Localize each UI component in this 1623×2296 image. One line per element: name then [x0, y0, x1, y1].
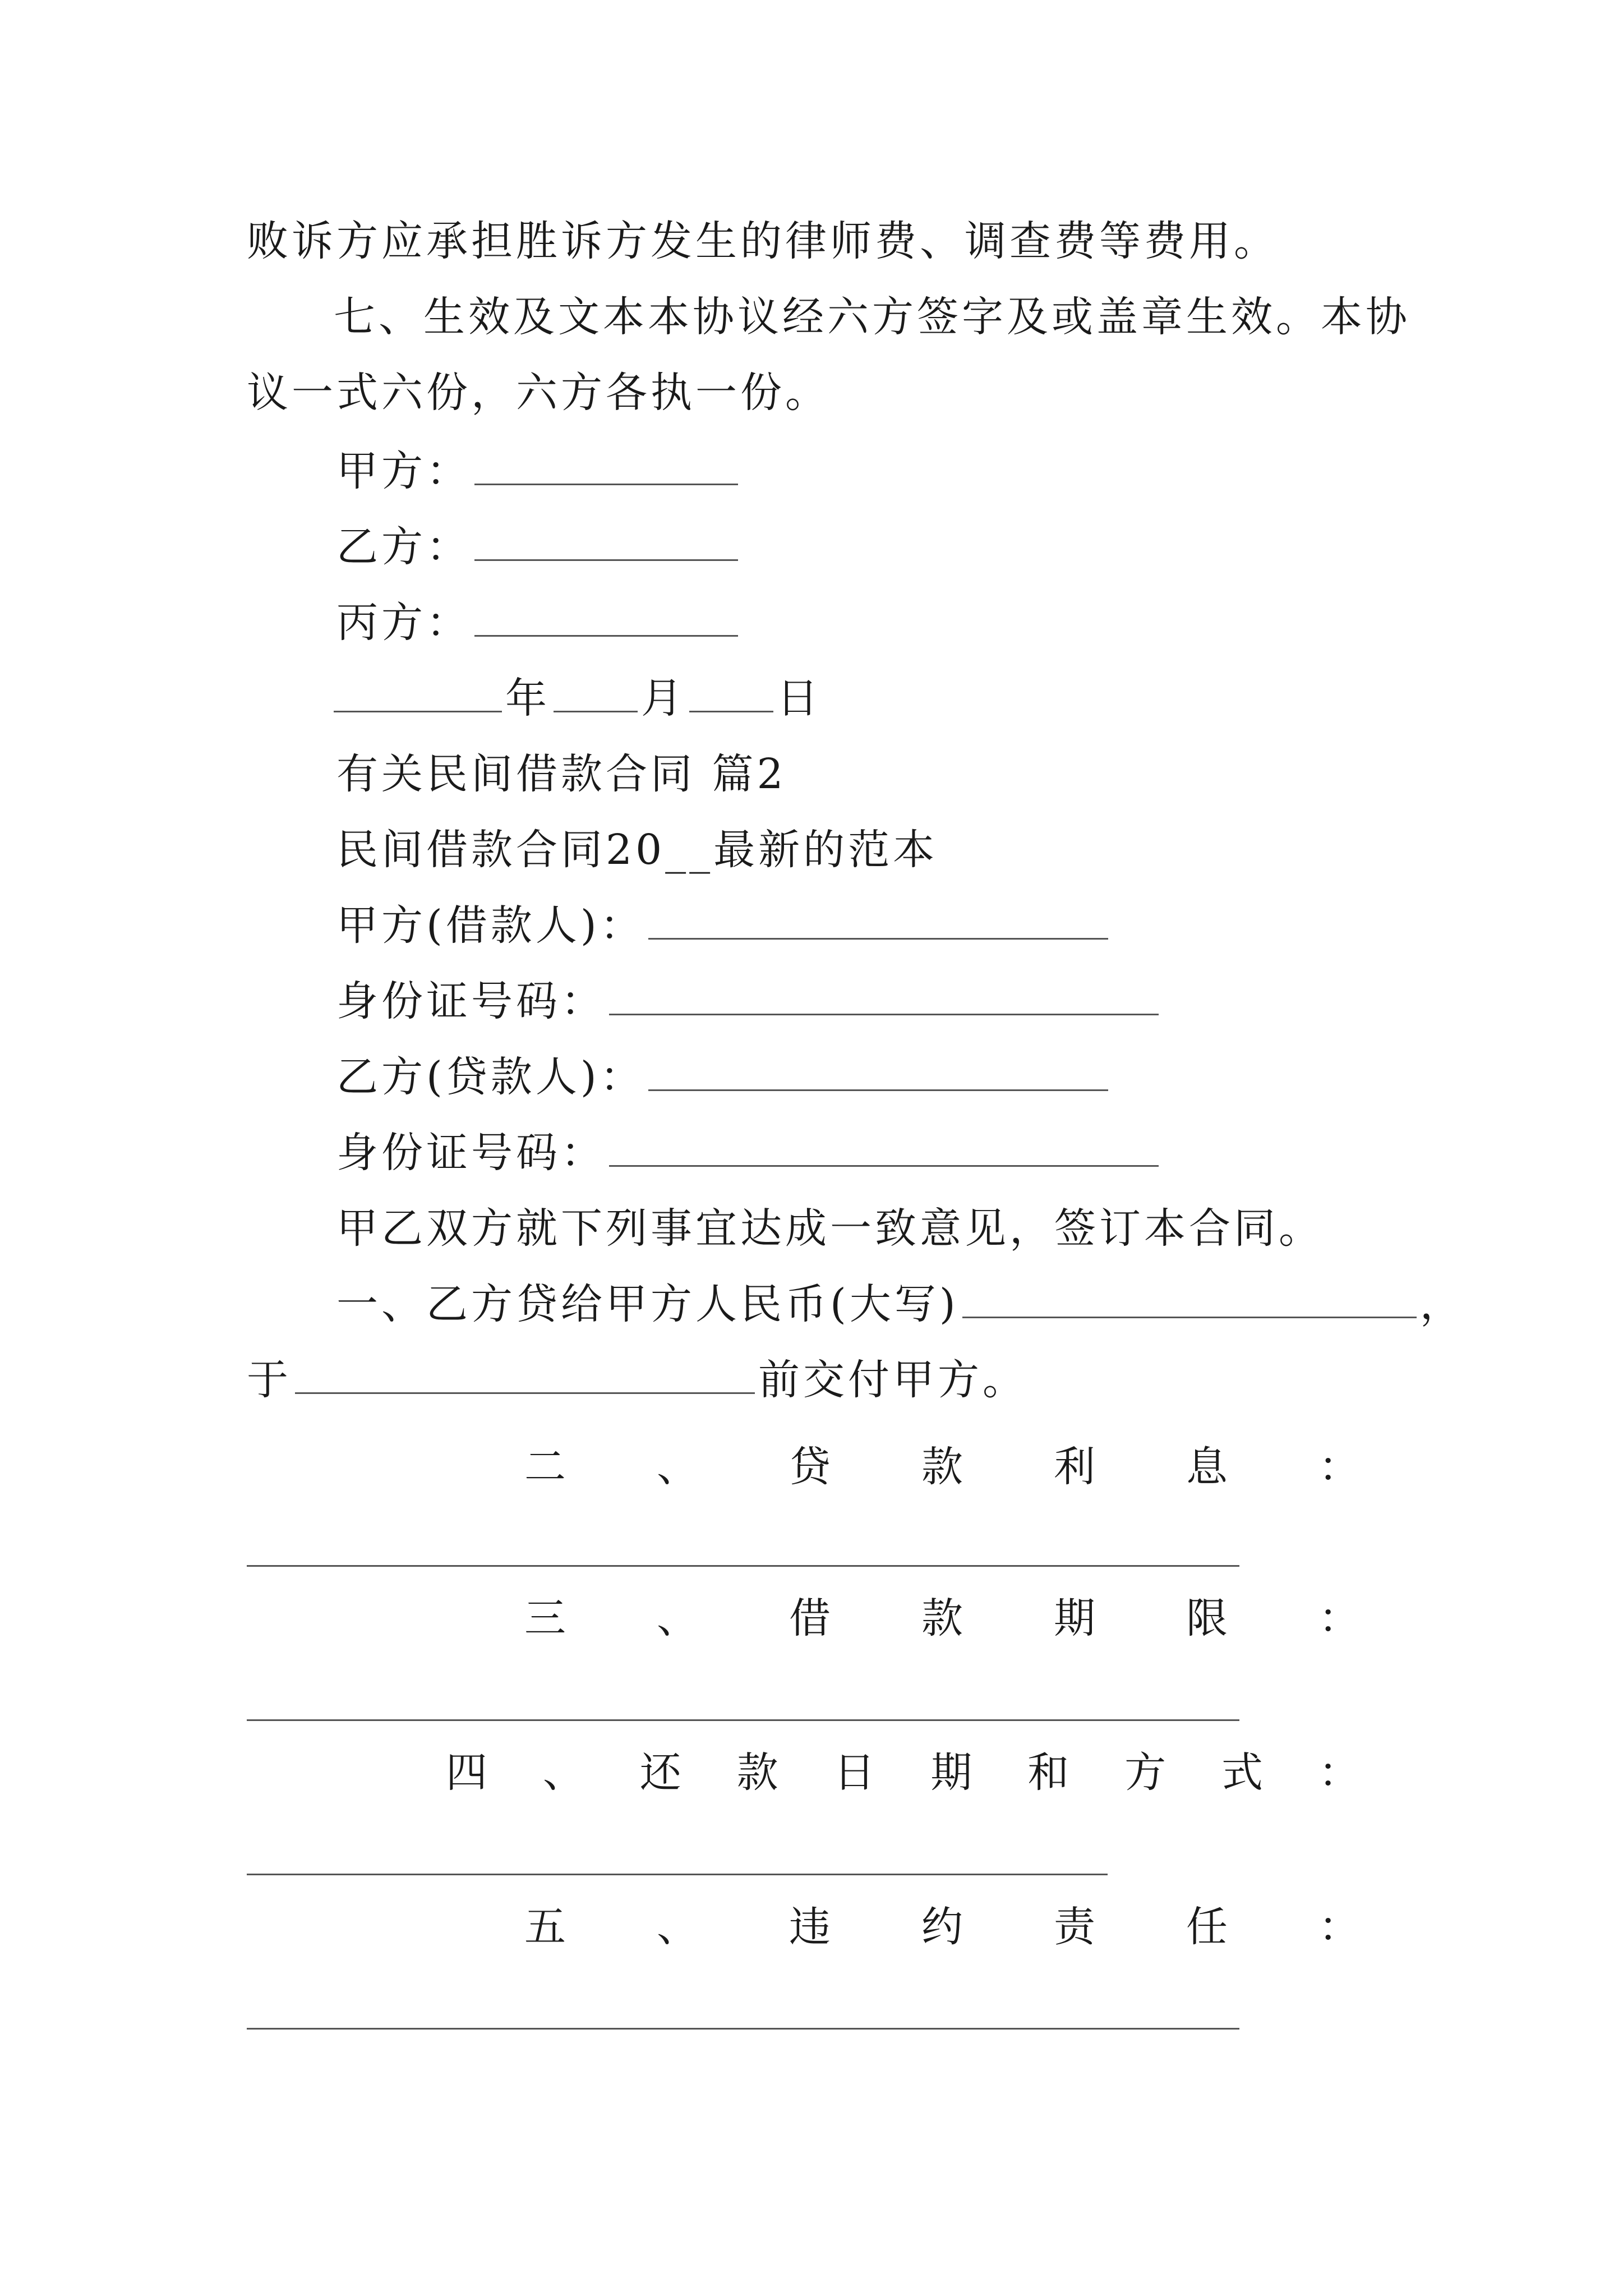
lender-id-field: 身份证号码：	[0, 1125, 1623, 1181]
section-heading: 有关民间借款合同 篇2	[336, 750, 787, 798]
signature-blank[interactable]	[474, 522, 738, 561]
borrower-blank[interactable]	[648, 901, 1108, 940]
clause-2-heading: 二 、 贷 款 利 息 ：	[524, 1443, 1360, 1491]
clause-1-line-2: 于 前交付甲方。	[247, 1356, 1027, 1404]
paragraph-effectiveness: 七、生效及文本本协议经六方签字及或盖章生效。本协	[334, 293, 1410, 341]
date-line: 年 月 日	[0, 670, 1623, 726]
clause-3-heading: 三 、 借 款 期 限 ：	[524, 1594, 1360, 1642]
signature-party-a: 甲方：	[0, 443, 1623, 499]
agreement-intro: 甲乙双方就下列事宜达成一致意见，签订本合同。	[336, 1204, 1324, 1253]
lender-id-blank[interactable]	[609, 1128, 1159, 1167]
clause-5-blank[interactable]	[247, 2028, 1239, 2030]
borrower-field: 甲方(借款人)：	[0, 898, 1623, 954]
paragraph-copies: 议一式六份，六方各执一份。	[247, 369, 830, 417]
clause-3-blank[interactable]	[247, 1719, 1239, 1721]
day-blank[interactable]	[689, 674, 773, 712]
borrower-id-field: 身份证号码：	[0, 973, 1623, 1029]
lender-field: 乙方(贷款人)：	[0, 1049, 1623, 1105]
amount-blank[interactable]	[962, 1280, 1417, 1318]
clause-4-heading: 四 、 还 款 日 期 和 方 式 ：	[446, 1749, 1360, 1797]
year-blank[interactable]	[334, 674, 502, 712]
clause-1-line-1: 一、乙方贷给甲方人民币(大写) ，	[336, 1280, 1465, 1328]
clause-4-blank[interactable]	[247, 1874, 1108, 1875]
contract-title: 民间借款合同20__最新的范本	[336, 826, 938, 874]
signature-blank[interactable]	[474, 598, 738, 637]
signature-party-c: 丙方：	[0, 595, 1623, 651]
signature-party-b: 乙方：	[0, 519, 1623, 575]
lender-blank[interactable]	[648, 1052, 1108, 1091]
borrower-id-blank[interactable]	[609, 977, 1159, 1015]
clause-5-heading: 五 、 违 约 责 任 ：	[524, 1903, 1360, 1951]
delivery-date-blank[interactable]	[295, 1355, 755, 1394]
paragraph-fee-liability: 败诉方应承担胜诉方发生的律师费、调查费等费用。	[247, 217, 1279, 265]
signature-blank[interactable]	[474, 447, 738, 485]
clause-2-blank[interactable]	[247, 1565, 1239, 1567]
month-blank[interactable]	[554, 674, 638, 712]
